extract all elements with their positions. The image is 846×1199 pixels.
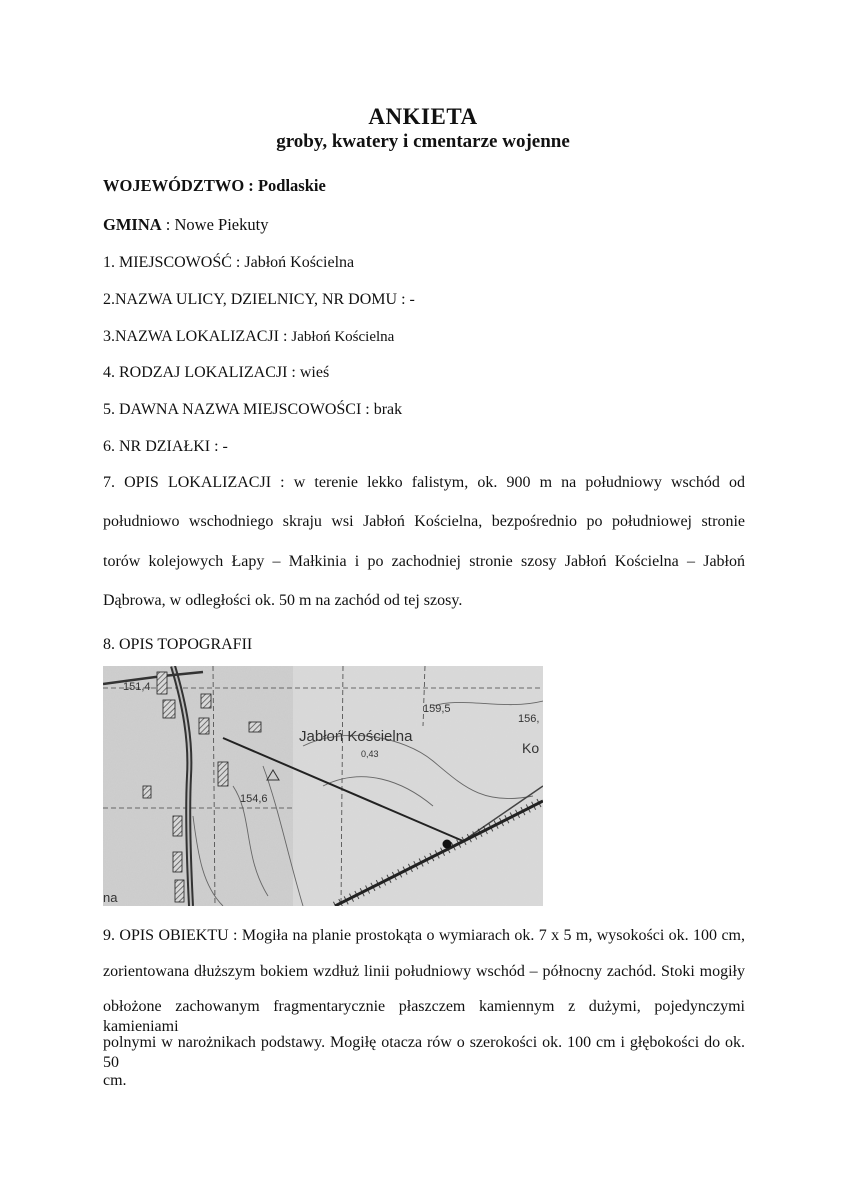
map-label-height-n: 159,5 [423,703,451,715]
item-7-line: południowo wschodniego skraju wsi Jabłoń Kościelna, bezpośrednio po południowej stronie [103,513,745,530]
item-3-row [103,327,394,347]
item-9-line: zorientowana dłuższym bokiem wzdłuż linii południowy wschód – północny zachód. Stoki mogiły [103,963,745,980]
item-7-line: Dąbrowa, w odległości ok. 50 m na zachód od tej szosy. [103,592,463,609]
item-7-line: 7. OPIS LOKALIZACJI : w terenie lekko falistym, ok. 900 m na południowy wschód od [103,474,745,491]
item-5-value: brak [373,401,403,418]
voivodeship-label: WOJEWÓDZTWO : [103,176,258,195]
map-label-edge: Ko [522,740,540,756]
item-7-line: torów kolejowych Łapy – Małkinia i po zachodniej stronie szosy Jabłoń Kościelna – Jabłoń [103,553,745,570]
commune-label: GMINA [103,215,162,234]
item-9-line: 9. OPIS OBIEKTU : Mogiła na planie prostokąta o wymiarach ok. 7 x 5 m, wysokości ok. 100 cm, [103,927,745,944]
item-8-label: 8. OPIS TOPOGRAFII [103,636,253,653]
item-4-row [103,363,329,383]
item-9-line: obłożone zachowanym fragmentarycznie płaszczem kamiennym z dużymi, pojedynczymi kamieniami [103,998,745,1035]
item-2-row [103,290,415,310]
item-5-label: 5. DAWNA NAZWA MIEJSCOWOŚCI : [103,401,374,418]
document-title: ANKIETA [368,104,478,129]
topographic-map [103,666,543,906]
map-label-village: Jabłoń Kościelna [299,728,413,745]
item-1-value: Jabłoń Kościelna [244,254,355,271]
item-6-label: 6. NR DZIAŁKI : [103,438,223,455]
item-2-value: - [409,291,415,308]
document-subtitle: groby, kwatery i cmentarze wojenne [276,131,570,152]
item-6-row [103,437,228,457]
item-3-value: Jabłoń Kościelna [291,329,395,345]
item-2-label: 2.NAZWA ULICY, DZIELNICY, NR DOMU : [103,291,410,308]
map-label-height-ne: 156, [518,713,540,725]
map-label-height-nw: 151,4 [123,681,151,693]
map-label-height-sw: 154,6 [240,793,268,805]
voivodeship-row [103,176,326,196]
item-6-value: - [222,438,228,455]
item-1-label: 1. MIEJSCOWOŚĆ : [103,254,245,271]
map-grave-dot [443,840,452,849]
map-light-area [293,666,543,906]
map-label-village-sub: 0,43 [361,749,379,759]
item-1-row [103,253,354,273]
item-9-line: cm. [103,1072,127,1089]
commune-row [103,215,268,235]
item-5-row [103,400,402,420]
voivodeship-value: Podlaskie [257,176,326,195]
item-4-label: 4. RODZAJ LOKALIZACJI : [103,364,300,381]
item-3-label: 3.NAZWA LOKALIZACJI : [103,328,292,345]
item-9-line: polnymi w narożnikach podstawy. Mogiłę otacza rów o szerokości ok. 100 cm i głębokości do ok. 50 [103,1034,745,1071]
commune-value: : Nowe Piekuty [161,215,269,234]
map-label-edge-bottom: na [103,890,118,905]
item-4-value: wieś [299,364,330,381]
